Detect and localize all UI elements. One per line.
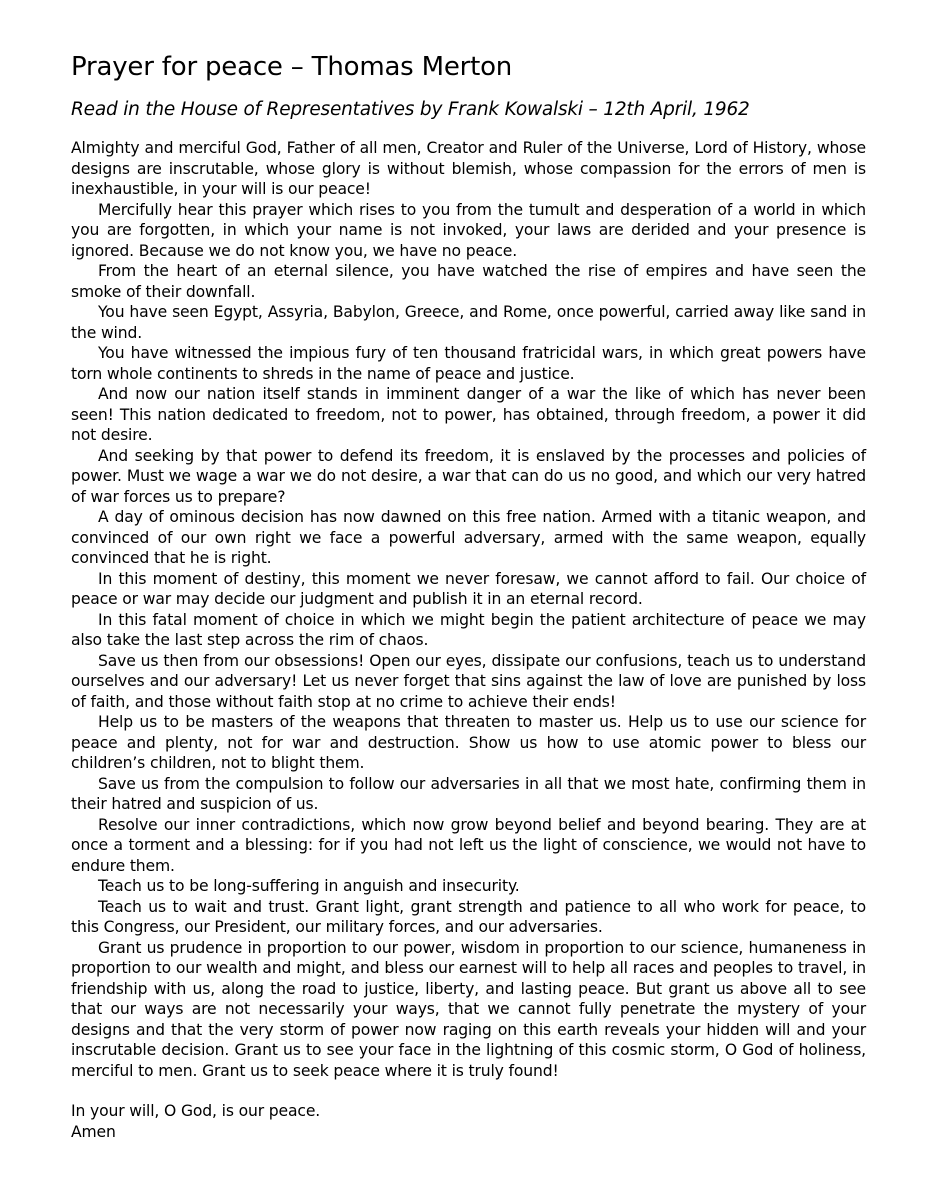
paragraph: And now our nation itself stands in imminent danger of a war the like of which has never been seen! This nation dedicated to freedom, not to power, has obtained, through freedom, a power it did not desire. [71,385,866,444]
prayer-body [71,138,866,1081]
paragraph: Save us then from our obsessions! Open our eyes, dissipate our confusions, teach us to understand ourselves and our adversary! Let us never forget that sins against the law of love are punished by loss of faith, and those without faith stop at no crime to achieve their ends! [71,651,866,711]
paragraph: Teach us to be long-suffering in anguish and insecurity. [98,877,520,895]
closing-lines [71,1101,866,1142]
paragraph: Help us to be masters of the weapons that threaten to master us. Help us to use our science for peace and plenty, not for war and destruction. Show us how to use atomic power to bless our children’s children, not to blight them. [71,713,866,772]
paragraph: Mercifully hear this prayer which rises to you from the tumult and desperation of a world in which you are forgotten, in which your name is not invoked, your laws are derided and your presence is ignored. Because we do not know you, we have no peace. [71,200,866,260]
paragraph: In this fatal moment of choice in which we might begin the patient architecture of peace we may also take the last step across the rim of chaos. [71,610,866,649]
paragraph: Almighty and merciful God, Father of all men, Creator and Ruler of the Universe, Lord of History, whose designs are inscrutable, whose glory is without blemish, whose compassion for the errors of men is inexhaustible, in your will is our peace! [71,139,866,198]
paragraph: Save us from the compulsion to follow our adversaries in all that we most hate, confirming them in their hatred and suspicion of us. [71,774,866,813]
paragraph: Resolve our inner contradictions, which now grow beyond belief and beyond bearing. They are at once a torment and a blessing: for if you had not left us the light of conscience, we would not have to endure them. [71,815,866,875]
paragraph: You have seen Egypt, Assyria, Babylon, Greece, and Rome, once powerful, carried away like sand in the wind. [71,303,866,342]
paragraph: A day of ominous decision has now dawned on this free nation. Armed with a titanic weapon, and convinced of our own right we face a powerful adversary, armed with the same weapon, equally convinced that he is right. [71,508,866,567]
document-page [71,50,866,1142]
document-title: Prayer for peace – Thomas Merton [71,52,513,82]
paragraph: In this moment of destiny, this moment we never foresaw, we cannot afford to fail. Our choice of peace or war may decide our judgment and publish it in an eternal record. [71,569,866,608]
paragraph: You have witnessed the impious fury of ten thousand fratricidal wars, in which great powers have torn whole continents to shreds in the name of peace and justice. [71,344,866,383]
paragraph: And seeking by that power to defend its freedom, it is enslaved by the processes and policies of power. Must we wage a war we do not desire, a war that can do us no good, and which our very hatred of war forces us to prepare? [71,446,866,506]
paragraph: Teach us to wait and trust. Grant light, grant strength and patience to all who work for peace, to this Congress, our President, our military forces, and our adversaries. [71,897,866,936]
paragraph: From the heart of an eternal silence, you have watched the rise of empires and have seen the smoke of their downfall. [71,262,866,301]
amen-line: Amen [71,1122,116,1141]
paragraph: Grant us prudence in proportion to our power, wisdom in proportion to our science, humaneness in proportion to our wealth and might, and bless our earnest will to help all races and peoples to travel, in friendship with us, along the road to justice, liberty, and lasting peace. But grant us above all to see that our ways are not necessarily your ways, that we cannot fully penetrate the mystery of your designs and that the very storm of power now raging on this earth reveals your hidden will and your inscrutable decision. Grant us to see your face in the lightning of this cosmic storm, O God of holiness, merciful to men. Grant us to seek peace where it is truly found! [71,938,866,1080]
closing-line: In your will, O God, is our peace. [71,1102,321,1120]
document-subtitle: Read in the House of Representatives by Frank Kowalski – 12th April, 1962 [71,99,750,120]
